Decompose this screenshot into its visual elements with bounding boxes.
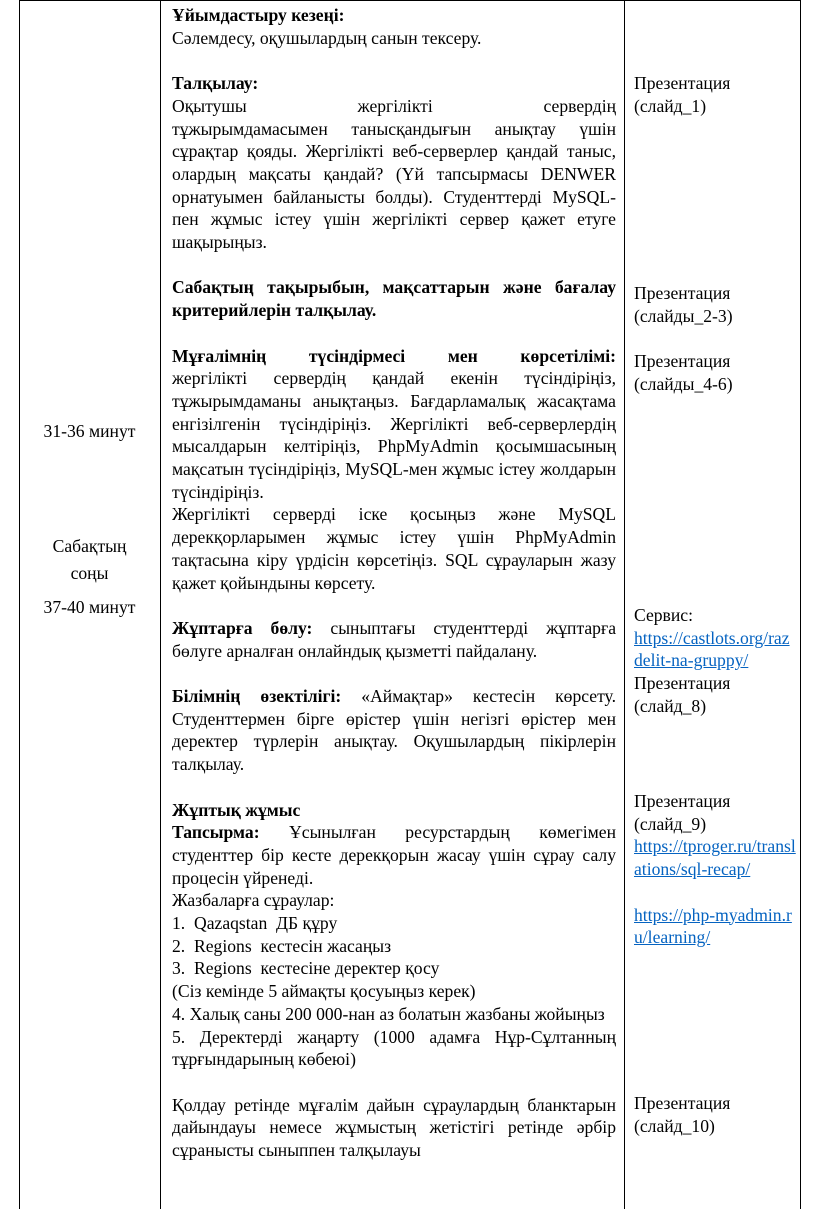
table-top-border [19,0,801,1]
resource-6-label: Презентация [634,1093,731,1113]
resource-5-slide: (слайд_9) [634,813,707,834]
queries-title: Жазбаларға сұраулар: [172,890,335,911]
organization-text: Сәлемдесу, оқушылардың санын тексеру. [172,27,482,48]
organization-heading: Ұйымдастыру кезеңі: [172,5,345,25]
query-item-2: 2. Regions кестесін жасаңыз [172,935,392,956]
table-right-border [800,0,801,1209]
service-label: Сервис: [634,605,693,625]
discussion-text-line1: Оқытушы жергілікті сервердің [172,95,616,116]
resource-1-label: Презентация [634,73,731,93]
task-text: Ұсынылған ресурстардың көмегімен студенттер бір кесте дерекқорын жасау үшін сұрау салу процесін үйренеді. [172,822,617,888]
tproger-link[interactable]: https://tproger.ru/translations/sql-recap/ [634,836,796,880]
teacher-explanation-text-2: Жергілікті серверді іске қосыңыз және MySQL дерекқорларымен жұмыс істеу үшін PhpMyAdmin тақтасына кіру үрдісін көрсетіңіз. SQL сұрауларын жазу қажет қойындыны көрсету. [172,504,616,593]
time-range-1: 31-36 минут [43,421,136,441]
time-range-2: 37-40 минут [43,597,136,617]
resource-4-label: Презентация [634,673,731,694]
resource-2-label: Презентация [634,283,731,303]
task-label: Тапсырма: [172,822,260,843]
pairing-text: сыныптағы студенттерді жұптарға бөлуге арналған онлайндық қызметті пайдалану. [172,617,617,661]
section-end-title-line1: Сабақтың [52,536,127,556]
resource-2-slide: (слайды_2-3) [634,305,733,326]
teacher-explanation-heading: Мұғалімнің түсіндірмесі мен көрсетілімі: [172,345,616,366]
resource-6-slide: (слайд_10) [634,1115,715,1136]
resource-3-slide: (слайды_4-6) [634,373,733,394]
pair-work-heading: Жұптық жұмыс [172,799,301,820]
knowledge-relevance-text: «Аймақтар» кестесін көрсету. Студенттермен бірге өрістер үшін негізгі өрістер мен деректер түрлерін анықтау. Оқушылардың пікірлерін талқылау. [172,686,616,775]
knowledge-relevance-heading: Білімнің өзектілігі: [172,686,342,707]
resource-4-slide: (слайд_8) [634,695,707,716]
resource-1-slide: (слайд_1) [634,95,707,116]
discussion-text: тұжырымдамасымен танысқандығын анықтау үшін сұрақтар қояды. Жергілікті веб-серверлер қандай таныс, олардың мақсаты қандай? (Үй тапсырмасы DENWER орнатуымен байланысты болды). Студенттерді MySQL-пен жұмыс істеу үшін жергілікті сервер қажет етуге шақырыңыз. [172,118,616,253]
column-divider-2 [624,0,625,1209]
castlots-link[interactable]: https://castlots.org/razdelit-na-gruppy/ [634,627,790,671]
pairing-heading: Жұптарға бөлу: [172,617,313,638]
query-item-4: 4. Халық саны 200 000-нан аз болатын жазбаны жойыңыз [172,1003,605,1024]
query-note: (Сіз кемінде 5 аймақты қосуыңыз керек) [172,981,476,1002]
query-item-5: 5. Деректерді жаңарту (1000 адамға Нұр-Сұлтанның тұрғындарының көбеюі) [172,1026,616,1070]
pairing-paragraph [172,617,616,662]
resource-3-label: Презентация [634,351,731,371]
section-end-title-line2: соңы [70,563,109,583]
discussion-heading: Талқылау: [172,73,259,94]
knowledge-relevance-paragraph [172,685,616,776]
support-text: Қолдау ретінде мұғалім дайын сұраулардың бланктарын дайындауы немесе жұмыстың жетістігі ретінде әрбір сұранысты сыныппен талқылауы [172,1094,616,1161]
task-paragraph [172,821,616,889]
lesson-content-column [172,4,616,1162]
teacher-explanation-text: жергілікті сервердің қандай екенін түсіндіріңіз, тұжырымдаманы анықтаңыз. Бағдарламалық жасақтама енгізілгенін түсіндіріңіз. Жергілікті веб-серверлердің мысалдарын келтіріңіз, PhpMyAdmin қосымшасының мақсатын түсіндіріңіз, MySQL-мен жұмыс істеу жолдарын түсіндіріңіз. [172,368,616,502]
topic-goals-heading: Сабақтың тақырыбын, мақсаттарын және бағалау критерийлерін талқылау. [172,277,616,321]
column-divider-1 [160,0,161,1209]
phpmyadmin-link[interactable]: https://php-myadmin.ru/learning/ [634,904,792,948]
resource-5-label: Презентация [634,791,731,811]
query-item-3: 3. Regions кестесіне деректер қосу [172,958,440,979]
query-item-1: 1. Qazaqstan ДБ құру [172,913,338,934]
